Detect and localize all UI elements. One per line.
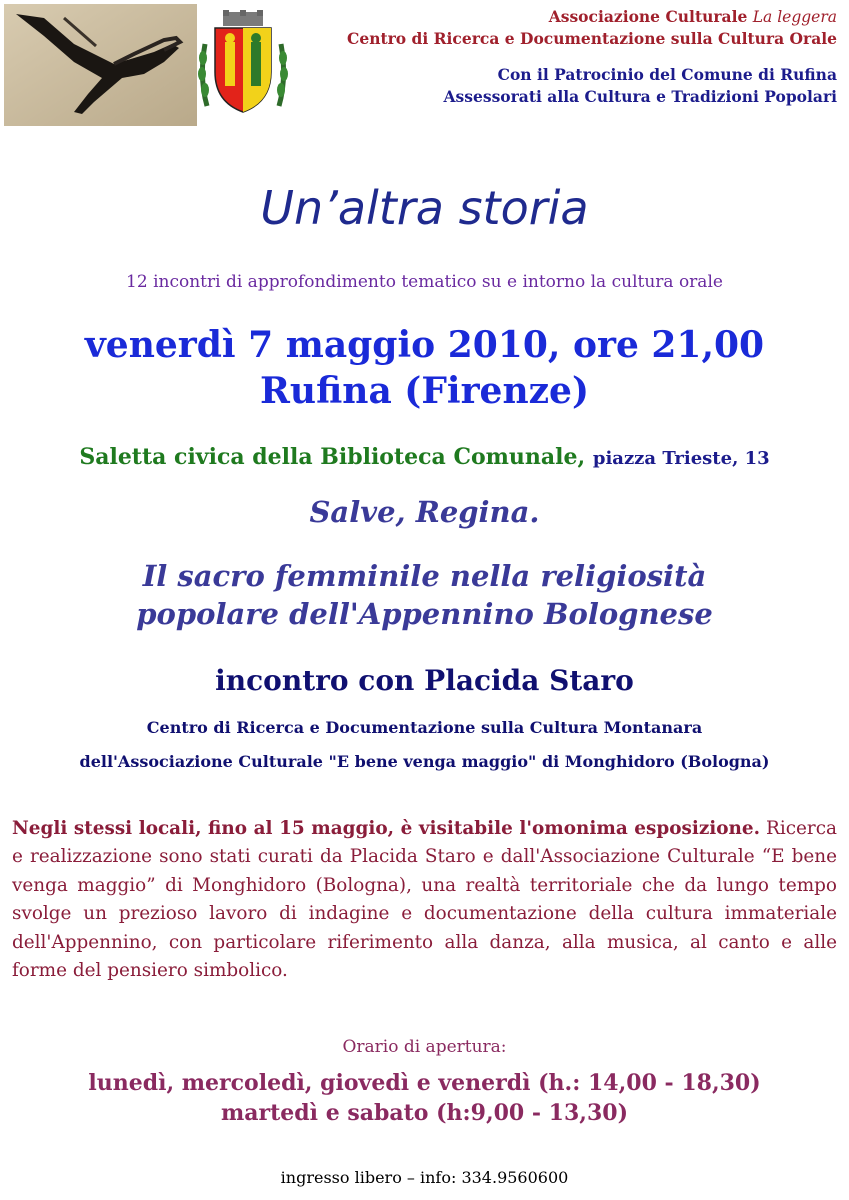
opening-hours-label: Orario di apertura: xyxy=(342,1037,507,1057)
talk-subtitle-line-2: popolare dell'Appennino Bolognese xyxy=(136,597,713,631)
exhibition-paragraph xyxy=(12,815,837,985)
event-place: Rufina (Firenze) xyxy=(260,370,589,412)
patronage-line-2: Assessorati alla Cultura e Tradizioni Popolari xyxy=(443,87,837,106)
organization-line-2: dell'Associazione Culturale "E bene venga maggio" di Monghidoro (Bologna) xyxy=(79,752,770,771)
opening-hours xyxy=(0,1068,849,1128)
talk-title: Salve, Regina. xyxy=(309,495,540,529)
exhibition-body: Ricerca e realizzazione sono stati curati da Placida Staro e dall'Associazione Culturale “E bene venga maggio” di Monghidoro (Bologna), una realtà territoriale che da lungo tempo svolge un prezioso lavoro di indagine e documentazione della cultura immateriale dell'Appennino, con particolare riferimento alla danza, alla musica, al canto e alle forme del pensiero simbolico. xyxy=(12,818,837,982)
organization-line-1: Centro di Ricerca e Documentazione sulla Cultura Montanara xyxy=(146,718,703,737)
opening-hours-line-2: martedì e sabato (h:9,00 - 13,30) xyxy=(221,1100,628,1126)
event-date: venerdì 7 maggio 2010, ore 21,00 xyxy=(84,324,765,366)
association-name xyxy=(347,6,837,28)
patronage-block xyxy=(347,64,837,108)
exhibition-intro: Negli stessi locali, fino al 15 maggio, è visitabile l'omonima esposizione. xyxy=(12,818,760,839)
venue-address: piazza Trieste, 13 xyxy=(592,448,770,469)
speaker-organization xyxy=(0,711,849,779)
municipal-crest-icon xyxy=(197,8,289,118)
venue-name: Saletta civica della Biblioteca Comunale, xyxy=(79,444,586,470)
association-name-italic: La leggera xyxy=(752,8,837,26)
series-subtitle: 12 incontri di approfondimento tematico su e intorno la cultura orale xyxy=(126,272,723,292)
plow-logo-icon xyxy=(4,4,197,126)
page-title: Un’altra storia xyxy=(260,181,589,235)
footer-info: ingresso libero – info: 334.9560600 xyxy=(280,1168,569,1187)
talk-subtitle xyxy=(0,557,849,633)
event-venue xyxy=(0,442,849,474)
association-label: Associazione Culturale xyxy=(548,7,748,26)
event-date-place xyxy=(0,322,849,414)
speaker-line: incontro con Placida Staro xyxy=(215,664,634,697)
header-organizers xyxy=(347,6,837,108)
patronage-line-1: Con il Patrocinio del Comune di Rufina xyxy=(497,65,837,84)
research-center-line: Centro di Ricerca e Documentazione sulla Cultura Orale xyxy=(347,29,837,48)
talk-subtitle-line-1: Il sacro femminile nella religiosità xyxy=(142,559,707,593)
opening-hours-line-1: lunedì, mercoledì, giovedì e venerdì (h.: 14,00 - 18,30) xyxy=(88,1070,761,1096)
